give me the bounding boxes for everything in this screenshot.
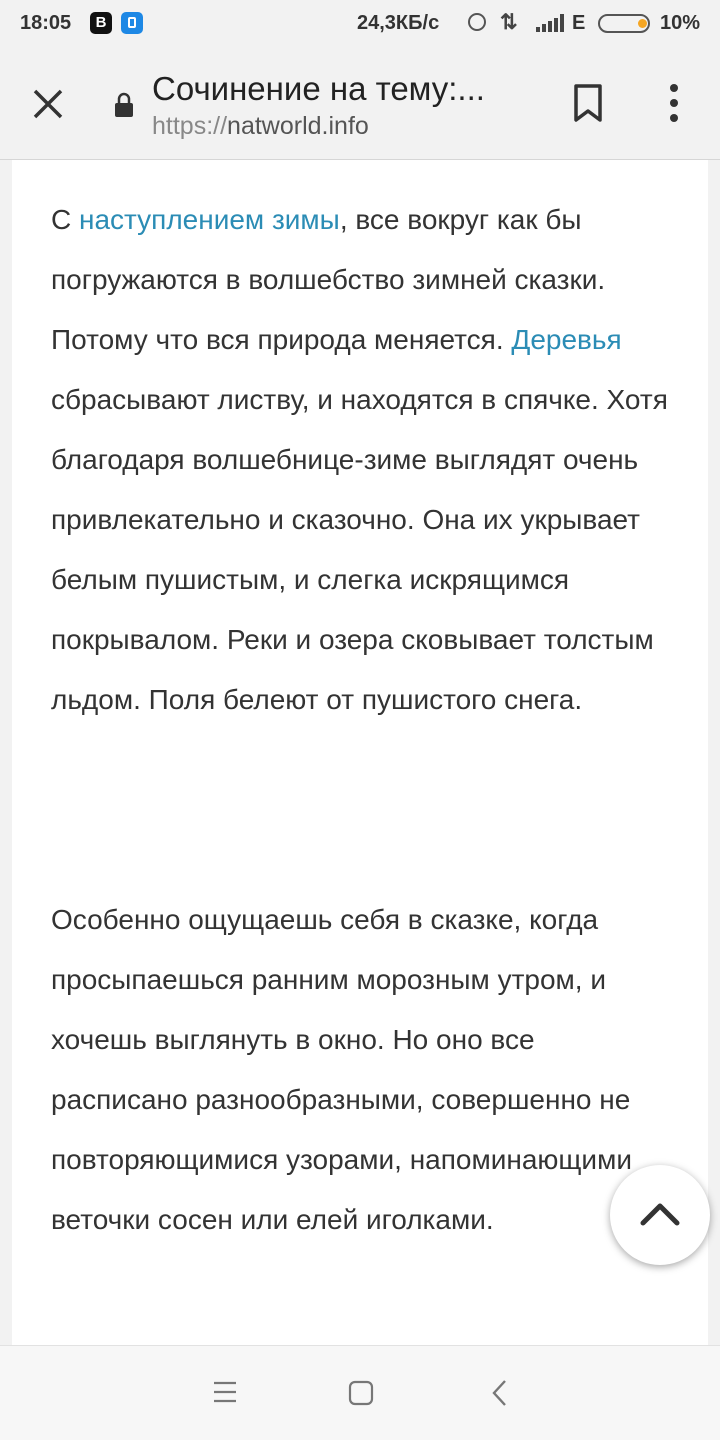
signal-icon xyxy=(536,14,566,32)
system-nav-bar xyxy=(0,1345,720,1440)
link-winter-onset[interactable]: наступлением зимы xyxy=(79,204,340,235)
lock-icon xyxy=(114,92,134,118)
close-button[interactable] xyxy=(26,82,70,126)
paragraph-1 xyxy=(51,190,671,730)
chevron-up-icon xyxy=(610,1165,710,1265)
bookmark-icon xyxy=(566,80,610,126)
more-options-button[interactable] xyxy=(654,80,694,126)
back-icon[interactable] xyxy=(488,1378,512,1408)
status-bar xyxy=(0,0,720,50)
text-span: , все вокруг как бы погружаются в волшебство зимней сказки. Потому что вся природа меняется. xyxy=(51,204,606,355)
network-speed: 24,3КБ/с xyxy=(357,12,440,34)
status-time: 18:05 xyxy=(20,12,72,34)
text-span: сбрасывают листву, и находятся в спячке. Хотя благодаря волшебнице-зиме выглядят очень привлекательно и сказочно. Она их укрывает белым пушистым, и слегка искрящимся покрывалом. Реки и озера сковывает толстым льдом. Поля белеют от пушистого снега. xyxy=(51,384,668,715)
link-trees[interactable]: Деревья xyxy=(511,324,622,355)
close-icon xyxy=(26,82,70,126)
alarm-icon xyxy=(468,13,486,31)
network-type: E xyxy=(572,12,586,34)
text-span: С xyxy=(51,204,79,235)
article-content xyxy=(12,160,708,1345)
battery-percent: 10% xyxy=(660,12,701,34)
menu-icon[interactable] xyxy=(212,1380,238,1404)
battery-icon xyxy=(598,14,650,33)
bookmark-button[interactable] xyxy=(566,80,610,126)
paragraph-2: Особенно ощущаешь себя в сказке, когда просыпаешься ранним морозным утром, и хочешь выглянуть в окно. Но оно все расписано разнообразными, совершенно не повторяющимися узорами, напоминающими веточки сосен или елей иголками. xyxy=(51,904,632,1235)
more-vert-icon xyxy=(654,80,694,126)
page-url[interactable] xyxy=(152,112,369,141)
app-notification-icon xyxy=(121,12,143,34)
app-b-icon: B xyxy=(90,12,112,34)
home-icon[interactable] xyxy=(348,1380,374,1406)
browser-toolbar xyxy=(0,50,720,160)
url-host: natworld.info xyxy=(227,112,369,140)
scroll-to-top-button[interactable] xyxy=(610,1165,710,1265)
url-scheme: https:// xyxy=(152,112,228,140)
page-title[interactable]: Сочинение на тему:... xyxy=(152,70,485,107)
data-transfer-icon: ⇅ xyxy=(500,11,518,34)
